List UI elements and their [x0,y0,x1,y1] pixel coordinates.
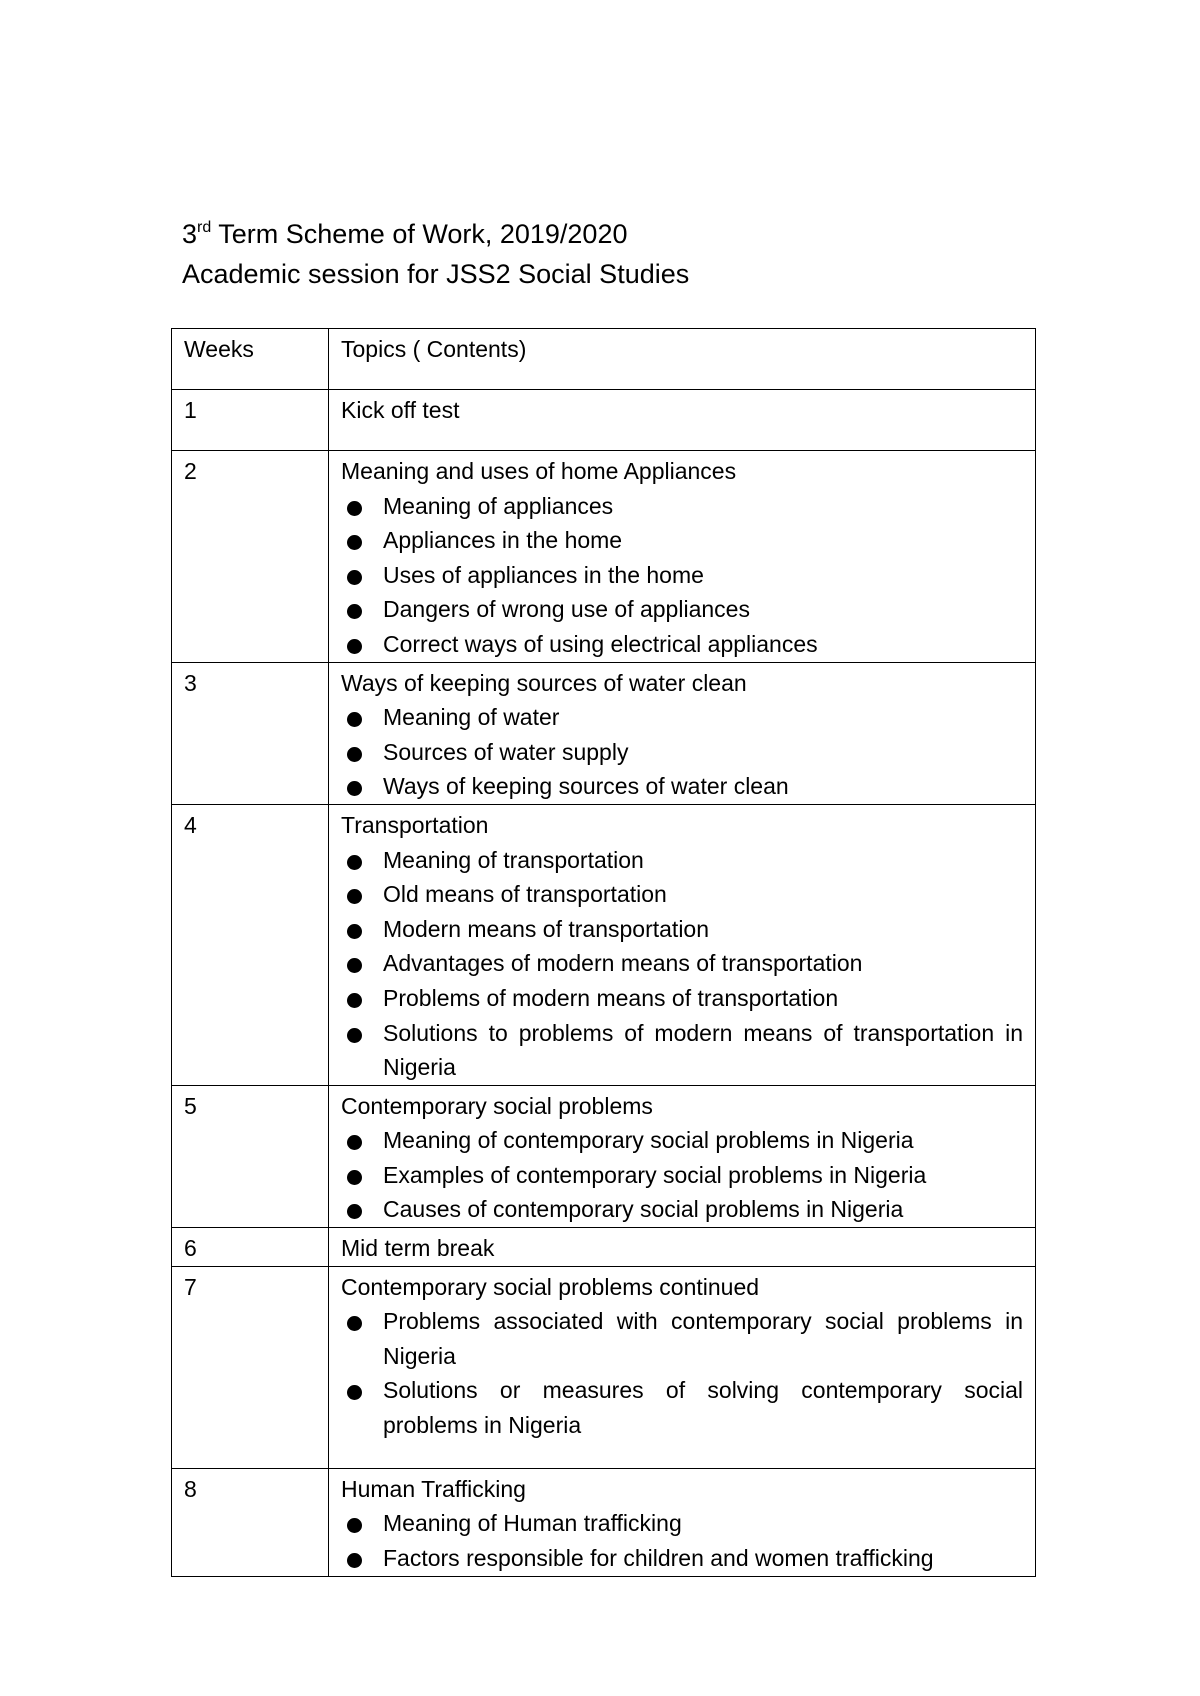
topic-cell [329,1266,1036,1468]
header-topics: Topics ( Contents) [329,329,1036,390]
topic-point: Causes of contemporary social problems in Nigeria [341,1192,1023,1227]
topic-point: Meaning of contemporary social problems in Nigeria [341,1123,1023,1158]
topic-point: Sources of water supply [341,735,1023,770]
term-number: 3 [182,219,198,249]
topic-title: Human Trafficking [341,1475,526,1502]
header-weeks: Weeks [172,329,329,390]
topic-point: Meaning of transportation [341,843,1023,878]
week-number: 5 [172,1085,329,1227]
topic-point: Ways of keeping sources of water clean [341,769,1023,804]
topic-title: Ways of keeping sources of water clean [341,669,747,696]
topic-point: Meaning of water [341,700,1023,735]
topic-point: Appliances in the home [341,523,1023,558]
scheme-of-work-table [171,328,1036,1577]
topic-cell [329,1468,1036,1576]
topic-point: Meaning of appliances [341,489,1023,524]
week-number: 8 [172,1468,329,1576]
topic-point: Examples of contemporary social problems in Nigeria [341,1158,1023,1193]
title-line-1 [182,219,628,249]
topic-title: Contemporary social problems [341,1092,653,1119]
topic-point: Dangers of wrong use of appliances [341,592,1023,627]
topic-cell [329,451,1036,663]
topic-point: Solutions or measures of solving contemporary social problems in Nigeria [341,1373,1023,1442]
week-number: 1 [172,390,329,451]
topic-title: Mid term break [341,1235,495,1262]
topic-point: Solutions to problems of modern means of transportation in Nigeria [341,1016,1023,1085]
table-row [172,451,1036,663]
table-row [172,804,1036,1085]
topic-title: Transportation [341,811,489,838]
topic-cell [329,804,1036,1085]
topic-points-list [341,1304,1023,1442]
title-line-2: Academic session for JSS2 Social Studies [182,259,690,289]
topic-points-list [341,700,1023,804]
topic-title: Kick off test [341,397,460,423]
week-number: 6 [172,1228,329,1267]
topic-points-list [341,489,1023,662]
topic-point: Modern means of transportation [341,912,1023,947]
topic-point: Problems of modern means of transportation [341,981,1023,1016]
topic-point: Meaning of Human trafficking [341,1506,1023,1541]
topic-points-list [341,843,1023,1085]
topic-cell [329,662,1036,804]
topic-point: Uses of appliances in the home [341,558,1023,593]
title-line-1-text: Term Scheme of Work, 2019/2020 [211,219,628,249]
topic-title: Meaning and uses of home Appliances [341,458,737,484]
topic-point: Advantages of modern means of transportation [341,946,1023,981]
term-ordinal-suffix: rd [197,219,212,236]
table-row [172,662,1036,804]
table-row [172,1468,1036,1576]
topic-point: Correct ways of using electrical appliances [341,627,1023,662]
table-row [172,1085,1036,1227]
topic-cell [329,1228,1036,1267]
page-title [182,214,689,294]
topic-points-list [341,1123,1023,1227]
table-header-row [172,329,1036,390]
week-number: 3 [172,662,329,804]
table-row [172,1266,1036,1468]
topic-points-list [341,1506,1023,1575]
topic-cell [329,1085,1036,1227]
topic-point: Factors responsible for children and women trafficking [341,1541,1023,1576]
topic-title: Contemporary social problems continued [341,1273,760,1300]
week-number: 2 [172,451,329,663]
week-number: 7 [172,1266,329,1468]
topic-point: Problems associated with contemporary social problems in Nigeria [341,1304,1023,1373]
topic-point: Old means of transportation [341,877,1023,912]
week-number: 4 [172,804,329,1085]
table-row [172,1228,1036,1267]
table-row [172,390,1036,451]
topic-cell [329,390,1036,451]
